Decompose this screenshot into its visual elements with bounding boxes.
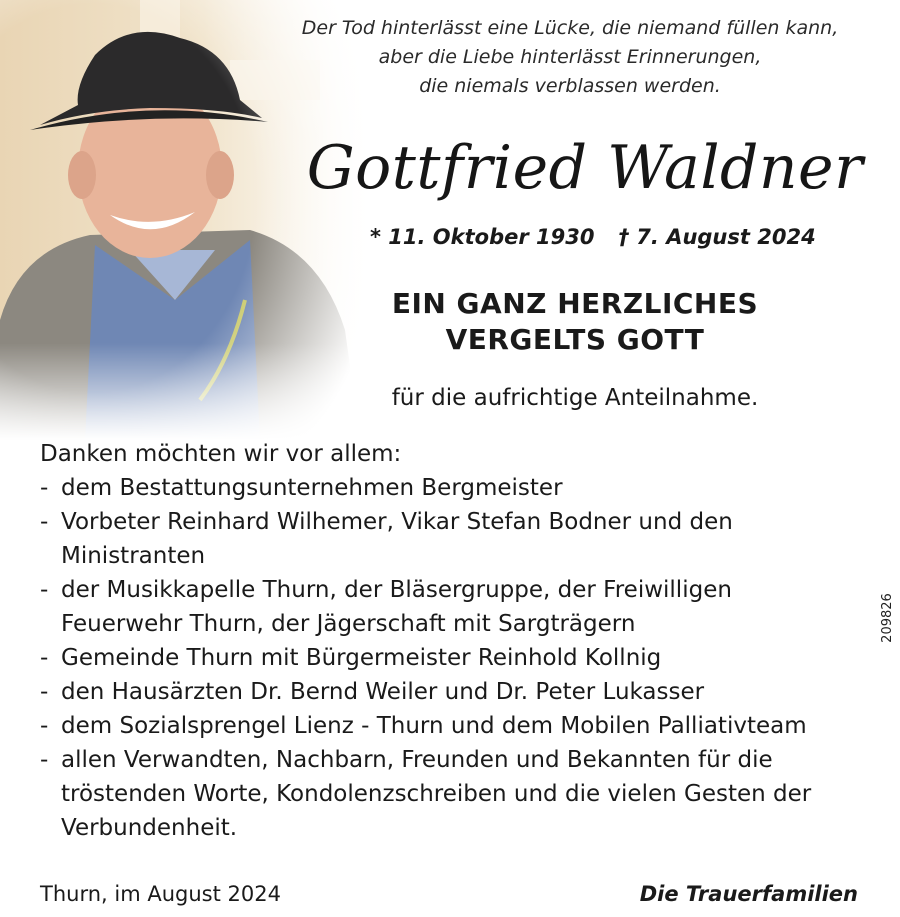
list-dash: - bbox=[40, 509, 49, 535]
deceased-name: Gottfried Waldner bbox=[306, 133, 864, 203]
thanks-intro: Danken möchten wir vor allem: bbox=[40, 441, 402, 467]
list-item-text: den Hausärzten Dr. Bernd Weiler und Dr. Peter Lukasser bbox=[61, 679, 705, 705]
list-dash: - bbox=[40, 475, 49, 501]
list-dash: - bbox=[40, 645, 49, 671]
list-item bbox=[40, 573, 860, 641]
signature: Die Trauerfamilien bbox=[639, 882, 858, 906]
quote-line: die niemals verblassen werden. bbox=[419, 75, 721, 97]
list-item bbox=[40, 641, 860, 675]
list-item bbox=[40, 743, 860, 845]
thanks-list bbox=[40, 471, 860, 845]
ad-code: 209826 bbox=[880, 593, 895, 643]
list-item-text: Gemeinde Thurn mit Bürgermeister Reinhold Kollnig bbox=[61, 645, 662, 671]
list-item-text: dem Sozialsprengel Lienz - Thurn und dem Mobilen Palliativteam bbox=[61, 713, 807, 739]
memorial-quote bbox=[290, 14, 850, 101]
list-item-text: der Musikkapelle Thurn, der Bläsergruppe, der Freiwilligen Feuerwehr Thurn, der Jägerschaft mit Sargträgern bbox=[61, 577, 732, 637]
headline-line: VERGELTS GOTT bbox=[445, 323, 705, 356]
place-date: Thurn, im August 2024 bbox=[40, 882, 281, 906]
thanks-section bbox=[40, 437, 860, 845]
list-dash: - bbox=[40, 747, 49, 773]
thanks-subline: für die aufrichtige Anteilnahme. bbox=[391, 385, 759, 411]
list-item-text: Vorbeter Reinhard Wilhemer, Vikar Stefan Bodner und den Ministranten bbox=[61, 509, 733, 569]
life-dates bbox=[370, 222, 816, 252]
list-dash: - bbox=[40, 679, 49, 705]
list-item-text: allen Verwandten, Nachbarn, Freunden und Bekannten für die tröstenden Worte, Kondolenzschreiben und die vielen Gesten der Verbundenheit. bbox=[61, 747, 812, 841]
birth-date: * 11. Oktober 1930 bbox=[370, 225, 595, 249]
list-item-text: dem Bestattungsunternehmen Bergmeister bbox=[61, 475, 563, 501]
death-date: † 7. August 2024 bbox=[618, 225, 816, 249]
list-dash: - bbox=[40, 713, 49, 739]
quote-line: aber die Liebe hinterlässt Erinnerungen, bbox=[378, 46, 762, 68]
list-dash: - bbox=[40, 577, 49, 603]
list-item bbox=[40, 709, 860, 743]
thanks-headline bbox=[350, 286, 800, 358]
list-item bbox=[40, 471, 860, 505]
list-item bbox=[40, 505, 860, 573]
quote-line: Der Tod hinterlässt eine Lücke, die niemand füllen kann, bbox=[301, 17, 839, 39]
headline-line: EIN GANZ HERZLICHES bbox=[391, 287, 759, 320]
list-item bbox=[40, 675, 860, 709]
